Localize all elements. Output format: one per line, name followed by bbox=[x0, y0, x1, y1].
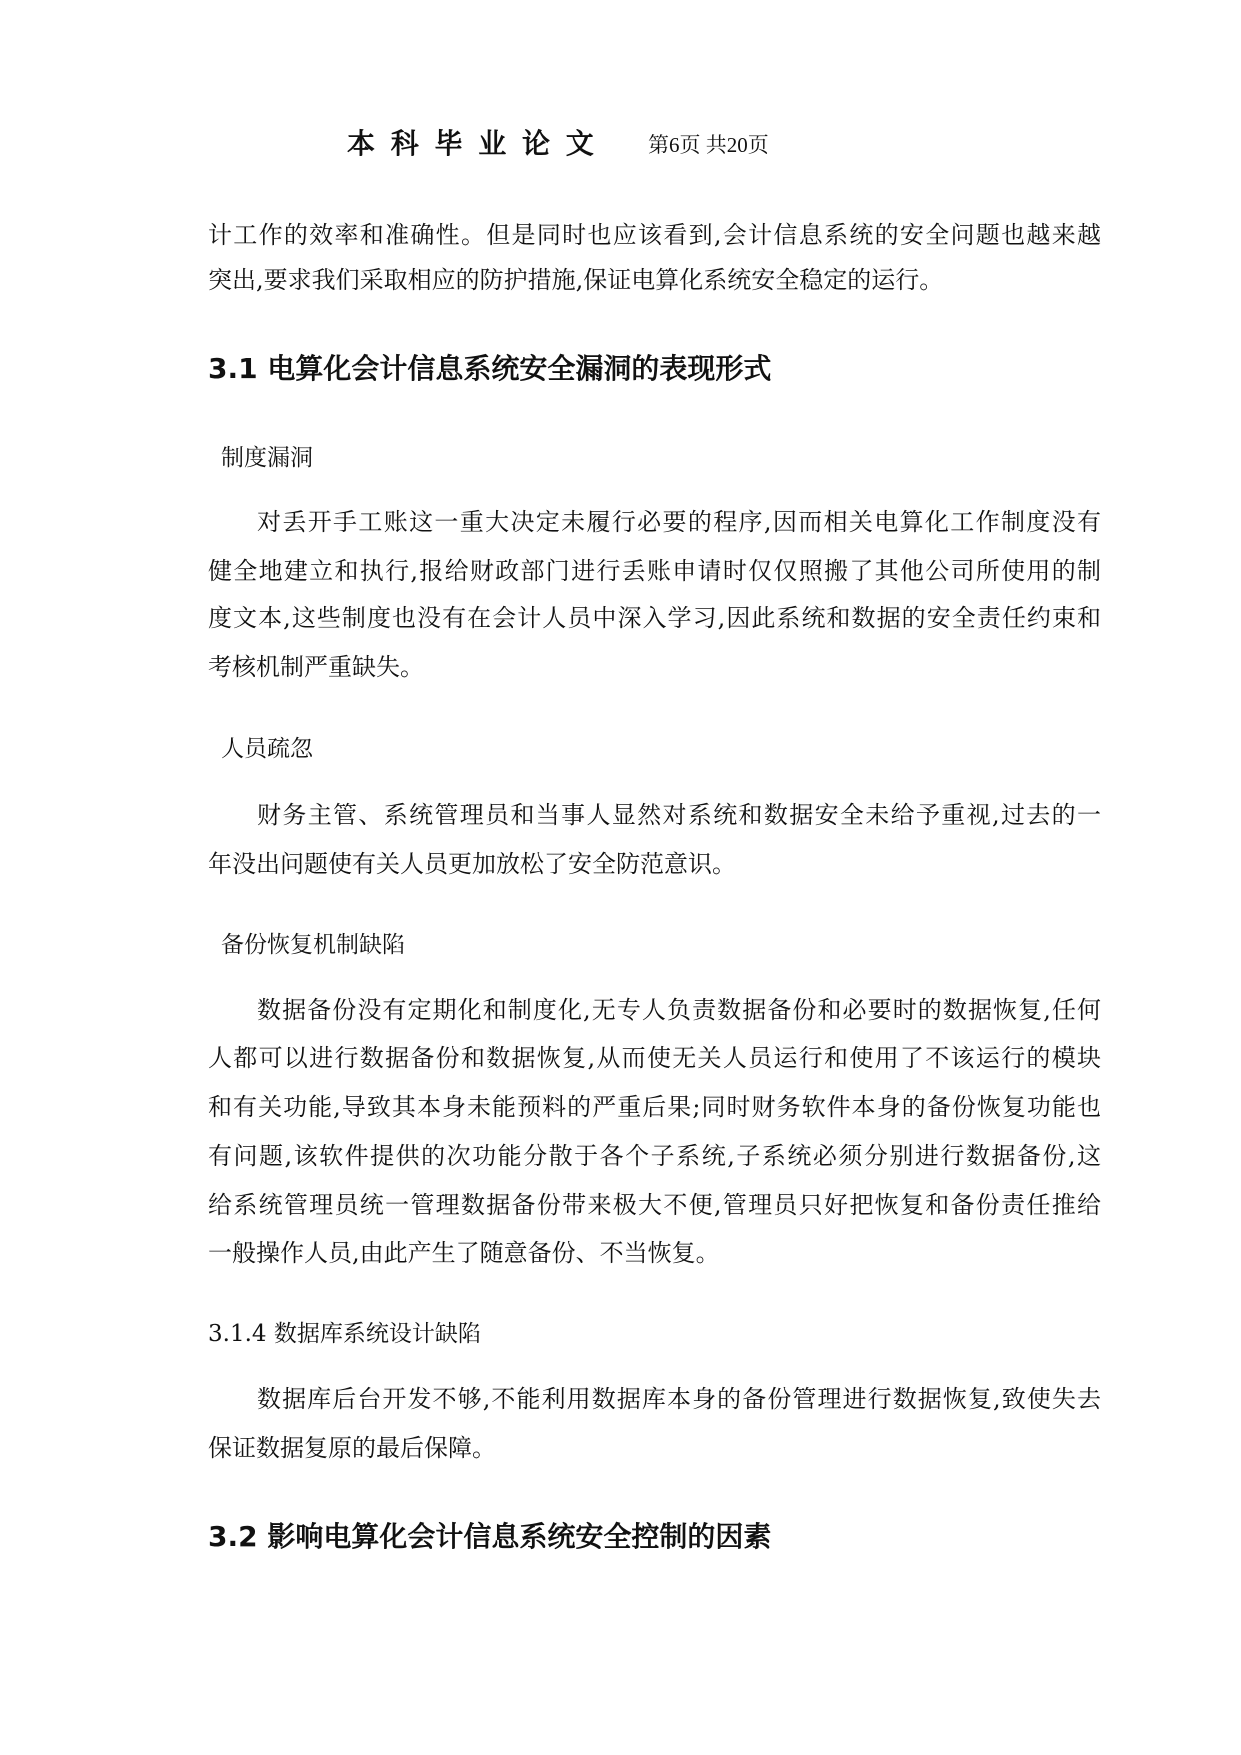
subsection-heading: 3.1.4 数据库系统设计缺陷 bbox=[208, 1321, 481, 1347]
body-line: 数据库后台开发不够,不能利用数据库本身的备份管理进行数据恢复,致使失去 bbox=[257, 1385, 1101, 1413]
subsection-heading: 备份恢复机制缺陷 bbox=[221, 932, 405, 958]
body-line: 给系统管理员统一管理数据备份带来极大不便,管理员只好把恢复和备份责任推给 bbox=[208, 1191, 1101, 1219]
body-line: 有问题,该软件提供的次功能分散于各个子系统,子系统必须分别进行数据备份,这 bbox=[208, 1142, 1101, 1170]
page-header-title: 本 科 毕 业 论 文 bbox=[347, 127, 597, 160]
body-line: 健全地建立和执行,报给财政部门进行丢账申请时仅仅照搬了其他公司所使用的制 bbox=[208, 557, 1101, 585]
body-line: 一般操作人员,由此产生了随意备份、不当恢复。 bbox=[208, 1239, 720, 1267]
section-heading: 3.2 影响电算化会计信息系统安全控制的因素 bbox=[208, 1520, 772, 1553]
body-line: 对丢开手工账这一重大决定未履行必要的程序,因而相关电算化工作制度没有 bbox=[257, 508, 1101, 536]
body-line: 保证数据复原的最后保障。 bbox=[208, 1434, 496, 1462]
body-line: 财务主管、系统管理员和当事人显然对系统和数据安全未给予重视,过去的一 bbox=[257, 801, 1101, 829]
subsection-heading: 人员疏忽 bbox=[221, 736, 313, 762]
body-line: 数据备份没有定期化和制度化,无专人负责数据备份和必要时的数据恢复,任何 bbox=[257, 996, 1101, 1024]
body-line: 考核机制严重缺失。 bbox=[208, 653, 424, 681]
body-line: 突出,要求我们采取相应的防护措施,保证电算化系统安全稳定的运行。 bbox=[208, 266, 944, 294]
body-line: 和有关功能,导致其本身未能预料的严重后果;同时财务软件本身的备份恢复功能也 bbox=[208, 1093, 1101, 1121]
body-line: 度文本,这些制度也没有在会计人员中深入学习,因此系统和数据的安全责任约束和 bbox=[208, 604, 1101, 632]
section-heading: 3.1 电算化会计信息系统安全漏洞的表现形式 bbox=[208, 352, 772, 385]
body-line: 计工作的效率和准确性。但是同时也应该看到,会计信息系统的安全问题也越来越 bbox=[208, 221, 1101, 249]
page-number-info: 第6页 共20页 bbox=[648, 133, 769, 157]
body-line: 年没出问题使有关人员更加放松了安全防范意识。 bbox=[208, 850, 736, 878]
body-line: 人都可以进行数据备份和数据恢复,从而使无关人员运行和使用了不该运行的模块 bbox=[208, 1044, 1101, 1072]
subsection-heading: 制度漏洞 bbox=[221, 445, 313, 471]
